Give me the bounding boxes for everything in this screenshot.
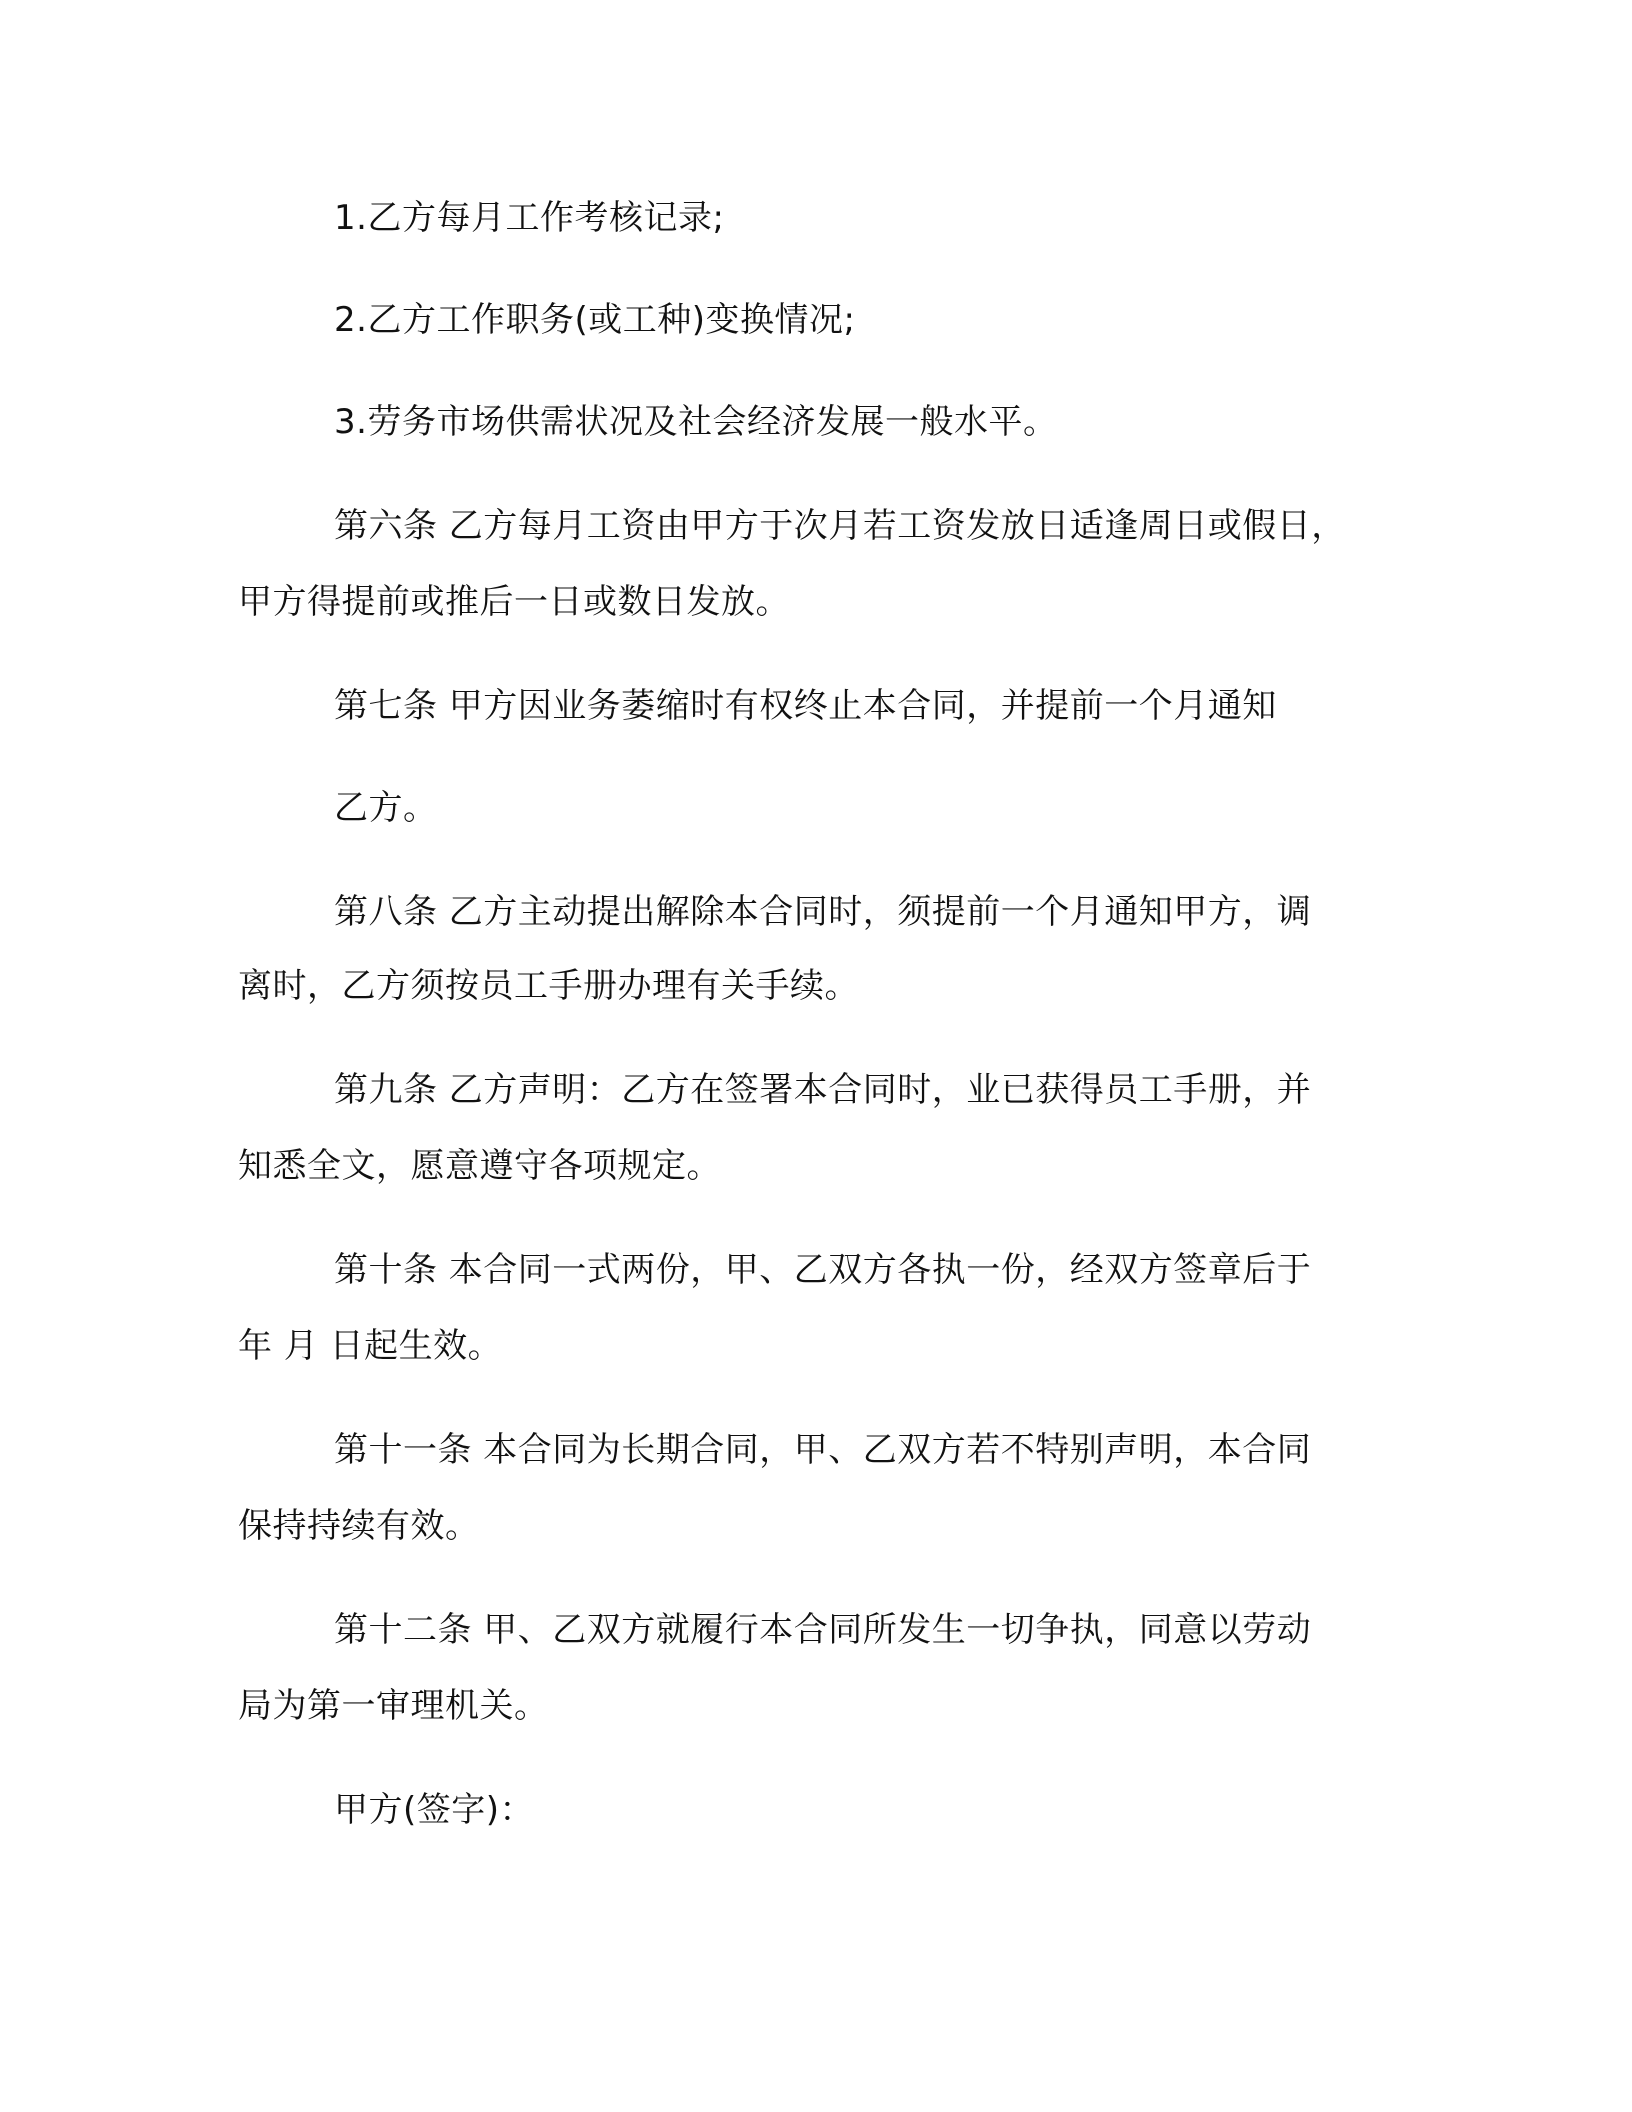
article-7-line-2: 乙方。 bbox=[334, 788, 438, 828]
party-a-signature-label: 甲方(签字)： bbox=[334, 1790, 535, 1830]
article-10-line-2: 年 月 日起生效。 bbox=[238, 1326, 503, 1366]
clause-item-3: 3.劳务市场供需状况及社会经济发展一般水平。 bbox=[334, 402, 1058, 442]
article-9-line-2: 知悉全文，愿意遵守各项规定。 bbox=[238, 1146, 721, 1186]
article-10-line-1: 第十条 本合同一式两份，甲、乙双方各执一份，经双方签章后于 bbox=[334, 1250, 1312, 1290]
article-7-line-1: 第七条 甲方因业务萎缩时有权终止本合同，并提前一个月通知 bbox=[334, 686, 1277, 726]
article-11-line-2: 保持持续有效。 bbox=[238, 1506, 480, 1546]
article-6-line-2: 甲方得提前或推后一日或数日发放。 bbox=[238, 582, 790, 622]
article-9-line-1: 第九条 乙方声明：乙方在签署本合同时，业已获得员工手册，并 bbox=[334, 1070, 1312, 1110]
article-11-line-1: 第十一条 本合同为长期合同，甲、乙双方若不特别声明，本合同 bbox=[334, 1430, 1312, 1470]
article-12-line-2: 局为第一审理机关。 bbox=[238, 1686, 549, 1726]
article-8-line-2: 离时，乙方须按员工手册办理有关手续。 bbox=[238, 966, 859, 1006]
article-6-line-1: 第六条 乙方每月工资由甲方于次月若工资发放日适逢周日或假日， bbox=[334, 506, 1346, 546]
clause-item-2: 2.乙方工作职务(或工种)变换情况; bbox=[334, 300, 856, 340]
clause-item-1: 1.乙方每月工作考核记录; bbox=[334, 198, 725, 238]
article-8-line-1: 第八条 乙方主动提出解除本合同时，须提前一个月通知甲方，调 bbox=[334, 892, 1312, 932]
article-12-line-1: 第十二条 甲、乙双方就履行本合同所发生一切争执，同意以劳动 bbox=[334, 1610, 1312, 1650]
